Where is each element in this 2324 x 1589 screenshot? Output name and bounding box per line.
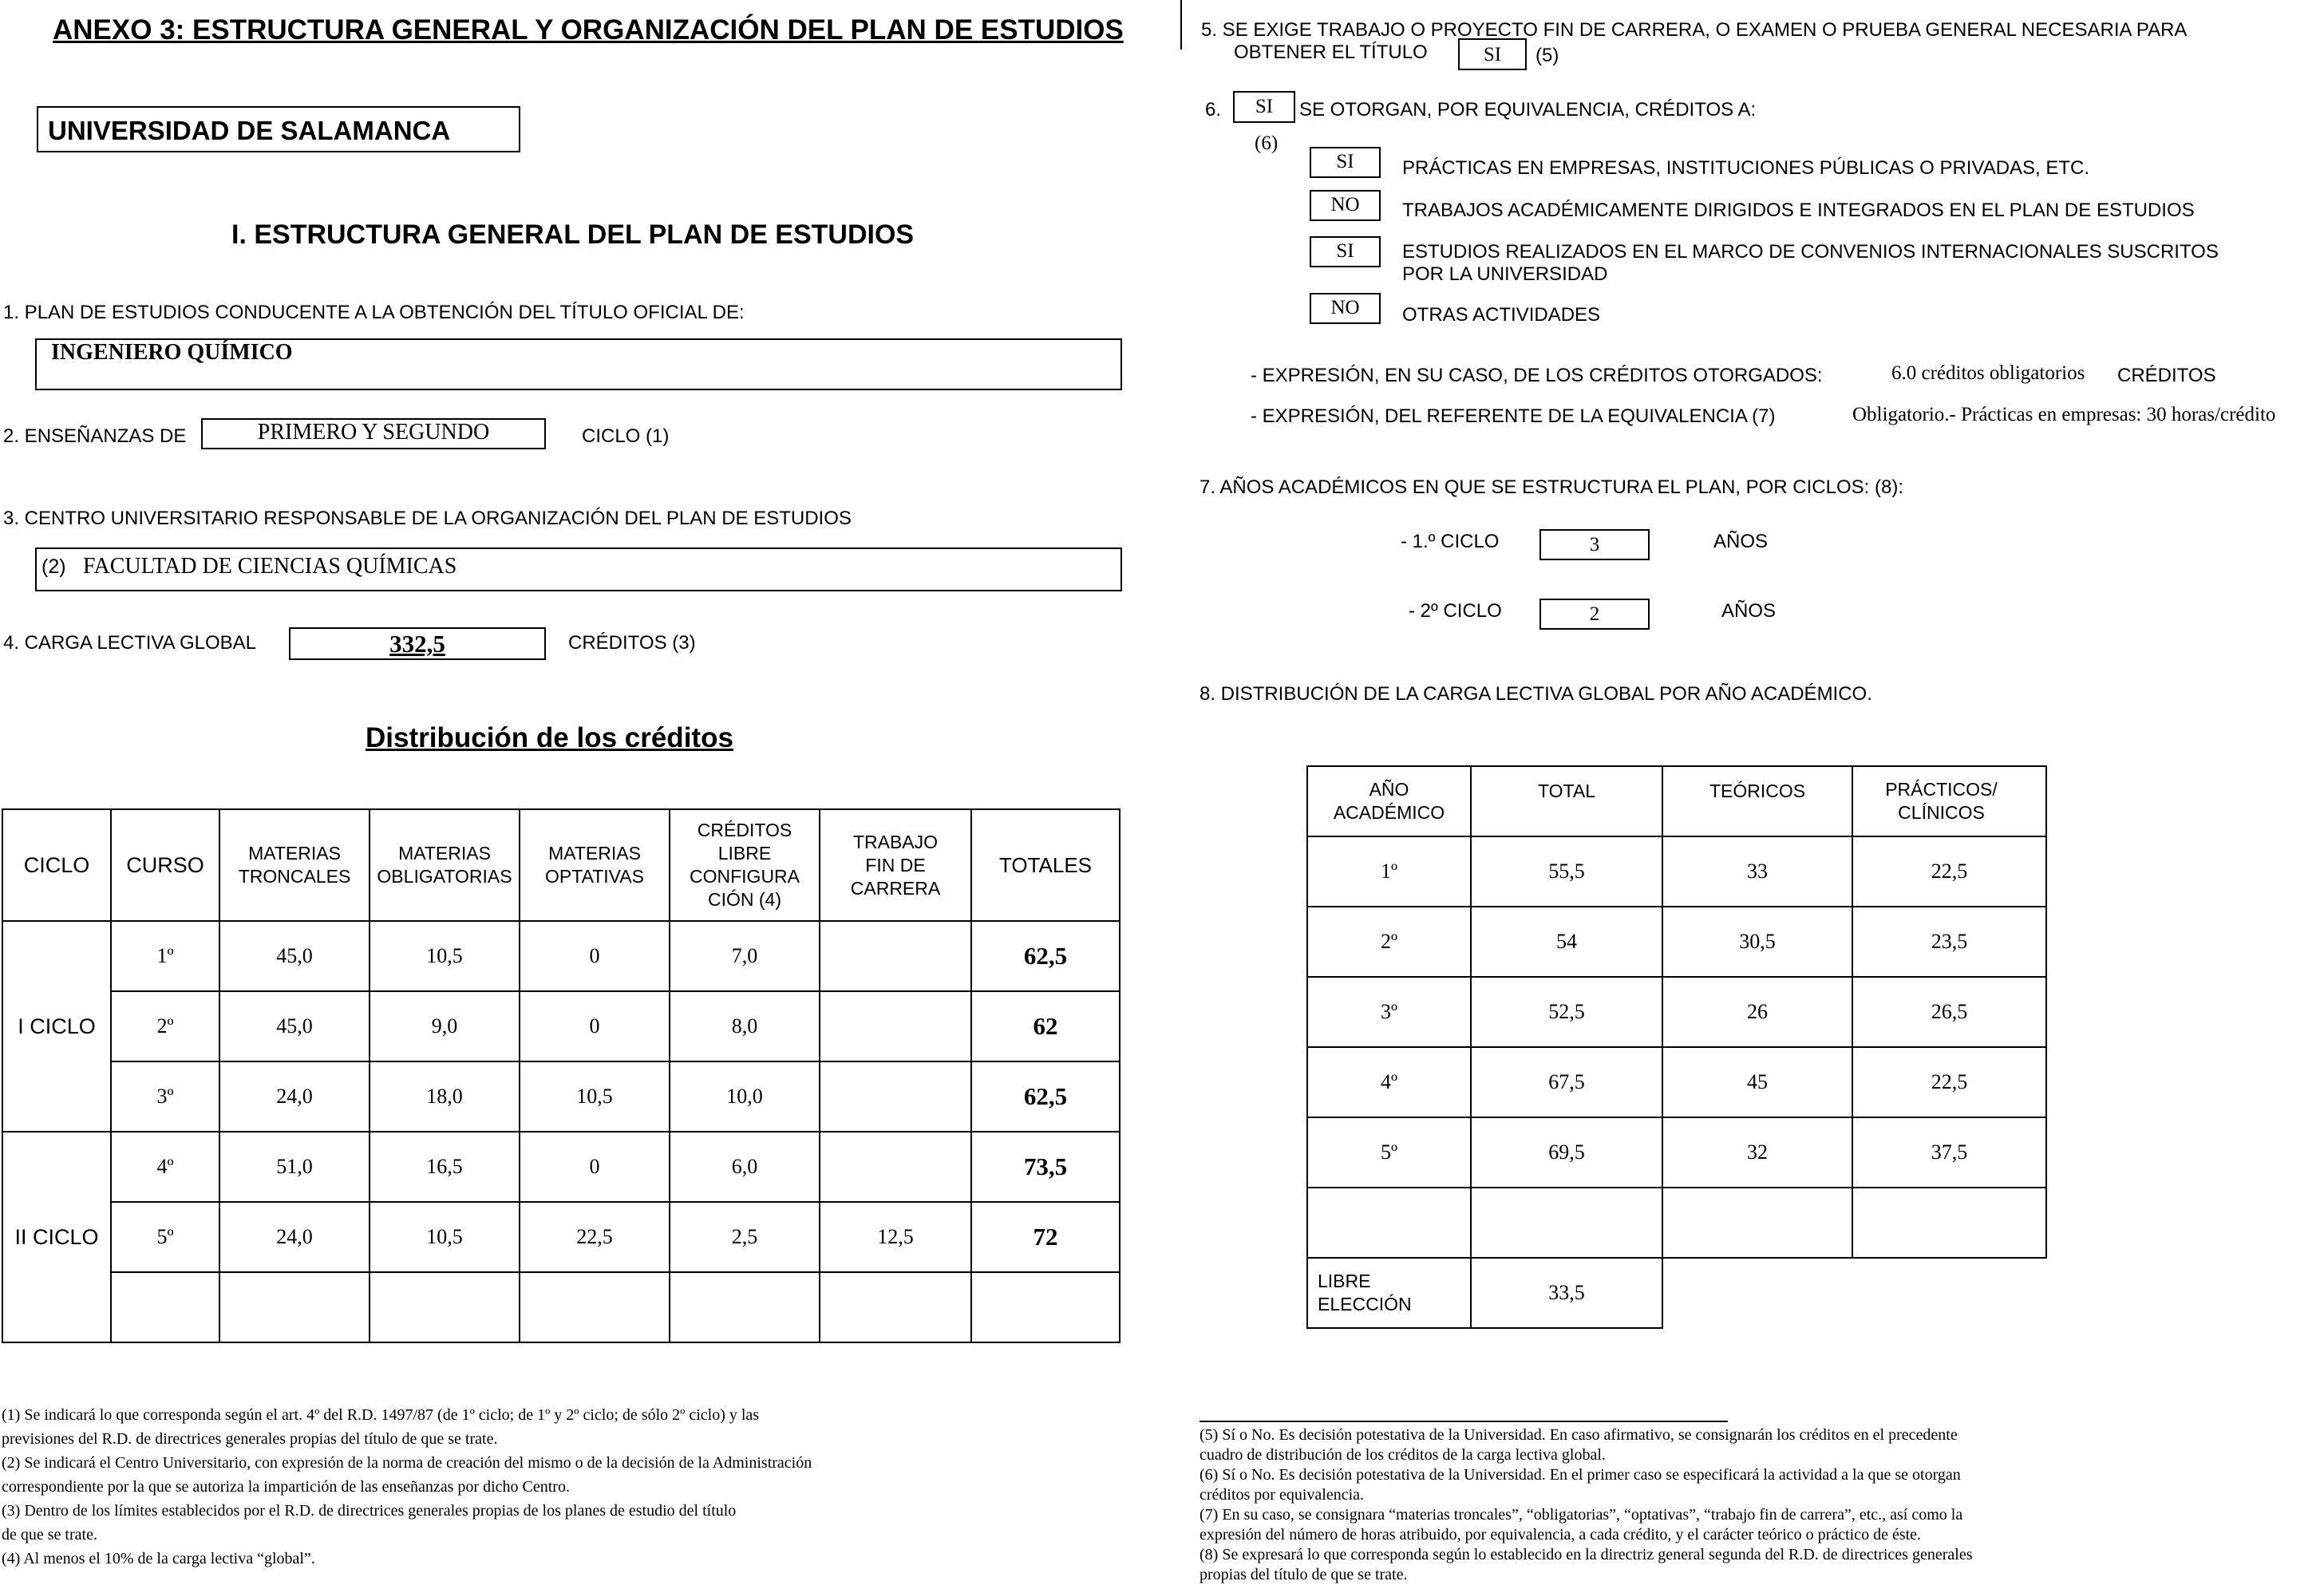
expr1-label: - EXPRESIÓN, EN SU CASO, DE LOS CRÉDITOS OTORGADOS: — [1251, 365, 1823, 386]
cell-libre: 7,0 — [670, 921, 820, 991]
cell-libre: 6,0 — [670, 1132, 820, 1202]
equivalence-value: SI — [1336, 240, 1354, 262]
footnote-line: (5) Sí o No. Es decisión potestativa de la Universidad. En caso afirmativo, se consignarán los créditos en el precedente — [1200, 1426, 1958, 1444]
cell-year: 5º — [1307, 1117, 1471, 1188]
table-row-empty — [1307, 1188, 2046, 1258]
footnote-line: (1) Se indicará lo que corresponda según el art. 4º del R.D. 1497/87 (de 1º ciclo; de 1º y 2º ciclo; de sólo 2º ciclo) y las — [2, 1406, 760, 1424]
cell-troncales: 45,0 — [219, 921, 370, 991]
q3-field — [35, 547, 1122, 591]
empty-cell — [1662, 1188, 1852, 1258]
cell-obligatorias: 18,0 — [370, 1061, 520, 1132]
anexo-title: ANEXO 3: ESTRUCTURA GENERAL Y ORGANIZACIÓN DEL PLAN DE ESTUDIOS — [53, 14, 1124, 45]
column-divider — [1180, 0, 1182, 49]
q2-suffix: CICLO (1) — [582, 425, 670, 447]
equivalence-checkbox-4 — [1310, 293, 1381, 324]
empty-cell — [1852, 1188, 2046, 1258]
cell-libre: 10,0 — [670, 1061, 820, 1132]
q4-field — [289, 627, 546, 660]
cell-total: 52,5 — [1471, 977, 1662, 1047]
cell-teoricos: 33 — [1662, 836, 1852, 907]
equivalence-label: ESTUDIOS REALIZADOS EN EL MARCO DE CONVENIOS INTERNACIONALES SUSCRITOS — [1402, 241, 2219, 263]
cell-year: 4º — [1307, 1047, 1471, 1117]
footnote-line: créditos por equivalencia. — [1200, 1486, 1365, 1504]
footnote-line: (6) Sí o No. Es decisión potestativa de la Universidad. En el primer caso se especificará la actividad a la que se otorgan — [1200, 1466, 1961, 1484]
cell-year: 3º — [1307, 977, 1471, 1047]
header-libre: CRÉDITOS LIBRE CONFIGURA CIÓN (4) — [670, 809, 820, 921]
cell-teoricos: 45 — [1662, 1047, 1852, 1117]
libre-eleccion-row — [1307, 1258, 2046, 1328]
cell-teoricos: 32 — [1662, 1117, 1852, 1188]
table-row — [1307, 1047, 2046, 1117]
equivalence-value: NO — [1330, 194, 1360, 215]
credits-header-row — [2, 809, 1120, 921]
footnote-line: (8) Se expresará lo que corresponda según lo establecido en la directriz general segunda del R.D. de directrices generales — [1200, 1546, 1973, 1563]
footnote-line: (7) En su caso, se consignara “materias troncales”, “obligatorias”, “optativas”, “trabajo fin de carrera”, etc., así como la — [1200, 1506, 1963, 1524]
year-header-row — [1307, 766, 2046, 836]
equivalence-checkbox-3 — [1310, 236, 1381, 267]
cell-trabajo — [820, 921, 971, 991]
q5-label-line2: OBTENER EL TÍTULO — [1234, 42, 1428, 63]
table-row — [1307, 1117, 2046, 1188]
header-troncales: MATERIAS TRONCALES — [219, 809, 370, 921]
table-row — [1307, 977, 2046, 1047]
cell-troncales: 51,0 — [219, 1132, 370, 1202]
table-row — [1307, 907, 2046, 977]
equivalence-value: NO — [1330, 297, 1360, 318]
footnote-line: (4) Al menos el 10% de la carga lectiva “global”. — [2, 1550, 315, 1567]
cell-trabajo — [820, 991, 971, 1061]
cycle1-suffix: AÑOS — [1713, 531, 1769, 552]
cell-optativas: 0 — [520, 921, 670, 991]
q4-value: 332,5 — [389, 630, 445, 658]
q3-prefix: (2) — [42, 555, 66, 578]
university-name: UNIVERSIDAD DE SALAMANCA — [48, 116, 451, 145]
cell-optativas: 0 — [520, 1132, 670, 1202]
cell-practicos: 26,5 — [1852, 977, 2046, 1047]
cell-total: 67,5 — [1471, 1047, 1662, 1117]
cycle1-label: - 1.º CICLO — [1401, 531, 1500, 552]
cell-totales: 62,5 — [971, 1061, 1120, 1132]
cell-teoricos: 26 — [1662, 977, 1852, 1047]
equivalence-value: SI — [1336, 151, 1354, 172]
section-title: I. ESTRUCTURA GENERAL DEL PLAN DE ESTUDIOS — [231, 219, 915, 250]
libre-eleccion-value: 33,5 — [1471, 1258, 1662, 1328]
cell-practicos: 22,5 — [1852, 836, 2046, 907]
expr1-suffix: CRÉDITOS — [2117, 365, 2216, 386]
header-optativas: MATERIAS OPTATIVAS — [520, 809, 670, 921]
cell-curso: 5º — [111, 1202, 219, 1272]
year-distribution-table — [1306, 765, 2047, 1329]
cell-totales: 73,5 — [971, 1132, 1120, 1202]
cell-optativas: 10,5 — [520, 1061, 670, 1132]
equivalence-checkbox-2 — [1310, 190, 1381, 221]
q1-label: 1. PLAN DE ESTUDIOS CONDUCENTE A LA OBTENCIÓN DEL TÍTULO OFICIAL DE: — [3, 302, 745, 323]
header-total: TOTAL — [1471, 766, 1662, 836]
footnote-line: previsiones del R.D. de directrices generales propias del título de que se trate. — [2, 1430, 498, 1448]
expr2-label: - EXPRESIÓN, DEL REFERENTE DE LA EQUIVALENCIA (7) — [1251, 405, 1776, 427]
header-totales: TOTALES — [971, 809, 1120, 921]
cell-optativas: 0 — [520, 991, 670, 1061]
equivalence-label-line2: POR LA UNIVERSIDAD — [1402, 263, 1608, 285]
q2-field — [201, 418, 546, 449]
table-row — [2, 1132, 1120, 1202]
table-row — [1307, 836, 2046, 907]
cell-totales: 62 — [971, 991, 1120, 1061]
footnote-line: (2) Se indicará el Centro Universitario, con expresión de la norma de creación del mismo o de la decisión de la Administración — [2, 1454, 812, 1472]
empty-cell — [820, 1272, 971, 1342]
table-row — [2, 921, 1120, 991]
header-obligatorias: MATERIAS OBLIGATORIAS — [370, 809, 520, 921]
cell-troncales: 45,0 — [219, 991, 370, 1061]
equivalence-label: TRABAJOS ACADÉMICAMENTE DIRIGIDOS E INTEGRADOS EN EL PLAN DE ESTUDIOS — [1402, 200, 2195, 221]
libre-label-line1: LIBRE — [1318, 1271, 1371, 1291]
q5-label-line1: 5. SE EXIGE TRABAJO O PROYECTO FIN DE CARRERA, O EXAMEN O PRUEBA GENERAL NECESARIA PARA — [1201, 19, 2188, 41]
cell-year: 2º — [1307, 907, 1471, 977]
table-row — [2, 1202, 1120, 1272]
cell-teoricos: 30,5 — [1662, 907, 1852, 977]
empty-cell — [111, 1272, 219, 1342]
left-footnotes — [2, 1403, 1135, 1571]
expr2-value: Obligatorio.- Prácticas en empresas: 30 horas/crédito — [1852, 404, 2276, 425]
q4-label: 4. CARGA LECTIVA GLOBAL — [3, 632, 257, 654]
empty-cell — [219, 1272, 370, 1342]
cell-curso: 4º — [111, 1132, 219, 1202]
cell-curso: 2º — [111, 991, 219, 1061]
cell-curso: 1º — [111, 921, 219, 991]
q6-checkbox — [1233, 91, 1295, 123]
q6-number: 6. — [1205, 99, 1222, 121]
cell-trabajo — [820, 1132, 971, 1202]
cell-troncales: 24,0 — [219, 1061, 370, 1132]
equivalence-label: OTRAS ACTIVIDADES — [1402, 304, 1601, 326]
cell-obligatorias: 9,0 — [370, 991, 520, 1061]
q7-label: 7. AÑOS ACADÉMICOS EN QUE SE ESTRUCTURA EL PLAN, POR CICLOS: (8): — [1200, 476, 1903, 498]
expr1-value: 6.0 créditos obligatorios — [1891, 362, 2085, 384]
cell-trabajo: 12,5 — [820, 1202, 971, 1272]
empty-cell — [520, 1272, 670, 1342]
cell-obligatorias: 10,5 — [370, 921, 520, 991]
table-row — [2, 991, 1120, 1061]
q3-label: 3. CENTRO UNIVERSITARIO RESPONSABLE DE LA ORGANIZACIÓN DEL PLAN DE ESTUDIOS — [3, 508, 852, 529]
header-teoricos: TEÓRICOS — [1662, 766, 1852, 836]
table-row-empty — [2, 1272, 1120, 1342]
cell-total: 69,5 — [1471, 1117, 1662, 1188]
cell-totales: 72 — [971, 1202, 1120, 1272]
distribution-title: Distribución de los créditos — [366, 722, 733, 753]
cycle1-value: 3 — [1589, 534, 1600, 555]
cell-total: 54 — [1471, 907, 1662, 977]
libre-label-line2: ELECCIÓN — [1318, 1294, 1412, 1314]
empty-cell — [971, 1272, 1120, 1342]
header-curso: CURSO — [111, 809, 219, 921]
footnote-rule — [1200, 1421, 1728, 1422]
table-row — [2, 1061, 1120, 1132]
empty-cell — [370, 1272, 520, 1342]
equivalence-label: PRÁCTICAS EN EMPRESAS, INSTITUCIONES PÚBLICAS O PRIVADAS, ETC. — [1402, 157, 2090, 179]
right-footnotes — [1200, 1425, 2317, 1585]
cell-obligatorias: 10,5 — [370, 1202, 520, 1272]
cell-practicos: 22,5 — [1852, 1047, 2046, 1117]
credits-table — [2, 808, 1120, 1343]
cell-practicos: 37,5 — [1852, 1117, 2046, 1188]
equivalence-checkbox-1 — [1310, 147, 1381, 178]
cycle2-field — [1539, 599, 1650, 630]
cell-curso: 3º — [111, 1061, 219, 1132]
cell-obligatorias: 16,5 — [370, 1132, 520, 1202]
footnote-line: cuadro de distribución de los créditos de la carga lectiva global. — [1200, 1446, 1606, 1464]
empty-cell — [670, 1272, 820, 1342]
cell-optativas: 22,5 — [520, 1202, 670, 1272]
cycle1-field — [1539, 529, 1650, 560]
q5-value: SI — [1483, 44, 1502, 65]
cycle2-label: - 2º CICLO — [1409, 600, 1502, 622]
q6-label: SE OTORGAN, POR EQUIVALENCIA, CRÉDITOS A: — [1299, 99, 1757, 121]
q8-label: 8. DISTRIBUCIÓN DE LA CARGA LECTIVA GLOBAL POR AÑO ACADÉMICO. — [1200, 683, 1872, 705]
cycle2-value: 2 — [1589, 603, 1600, 625]
cell-troncales: 24,0 — [219, 1202, 370, 1272]
q4-suffix: CRÉDITOS (3) — [568, 632, 696, 654]
cycle2-suffix: AÑOS — [1721, 600, 1777, 622]
cell-year: 1º — [1307, 836, 1471, 907]
cell-trabajo — [820, 1061, 971, 1132]
header-trabajo: TRABAJO FIN DE CARRERA — [820, 809, 971, 921]
cycle-2-label: II CICLO — [2, 1132, 111, 1342]
empty-cell — [1471, 1188, 1662, 1258]
cell-practicos: 23,5 — [1852, 907, 2046, 977]
footnote-line: correspondiente por la que se autoriza la impartición de las enseñanzas por dicho Centro. — [2, 1478, 570, 1496]
header-practicos: PRÁCTICOS/ CLÍNICOS — [1852, 766, 2046, 836]
empty-cell — [1662, 1258, 1852, 1328]
cell-total: 55,5 — [1471, 836, 1662, 907]
header-ciclo: CICLO — [2, 809, 111, 921]
libre-eleccion-label — [1307, 1258, 1471, 1328]
q6-note: (6) — [1255, 132, 1279, 154]
header-ano: AÑO ACADÉMICO — [1307, 766, 1471, 836]
q3-value: FACULTAD DE CIENCIAS QUÍMICAS — [83, 554, 457, 579]
cell-libre: 8,0 — [670, 991, 820, 1061]
cell-totales: 62,5 — [971, 921, 1120, 991]
q2-label: 2. ENSEÑANZAS DE — [3, 425, 187, 447]
q1-value: INGENIERO QUÍMICO — [51, 340, 293, 365]
q6-value: SI — [1255, 96, 1274, 117]
footnote-line: (3) Dentro de los límites establecidos por el R.D. de directrices generales propias de los planes de estudio del título — [2, 1502, 737, 1520]
footnote-line: de que se trate. — [2, 1526, 97, 1544]
footnote-line: expresión del número de horas atribuido, por equivalencia, a cada crédito, y el carácter teórico o práctico de éste. — [1200, 1526, 1922, 1544]
q2-value: PRIMERO Y SEGUNDO — [257, 420, 490, 445]
q5-checkbox — [1458, 38, 1527, 70]
cycle-1-label: I CICLO — [2, 921, 111, 1132]
footnote-line: propias del título de que se trate. — [1200, 1566, 1408, 1583]
empty-cell — [1307, 1188, 1471, 1258]
q5-note: (5) — [1536, 45, 1559, 66]
empty-cell — [1852, 1258, 2046, 1328]
q1-field — [35, 338, 1122, 390]
university-box — [37, 106, 520, 152]
cell-libre: 2,5 — [670, 1202, 820, 1272]
